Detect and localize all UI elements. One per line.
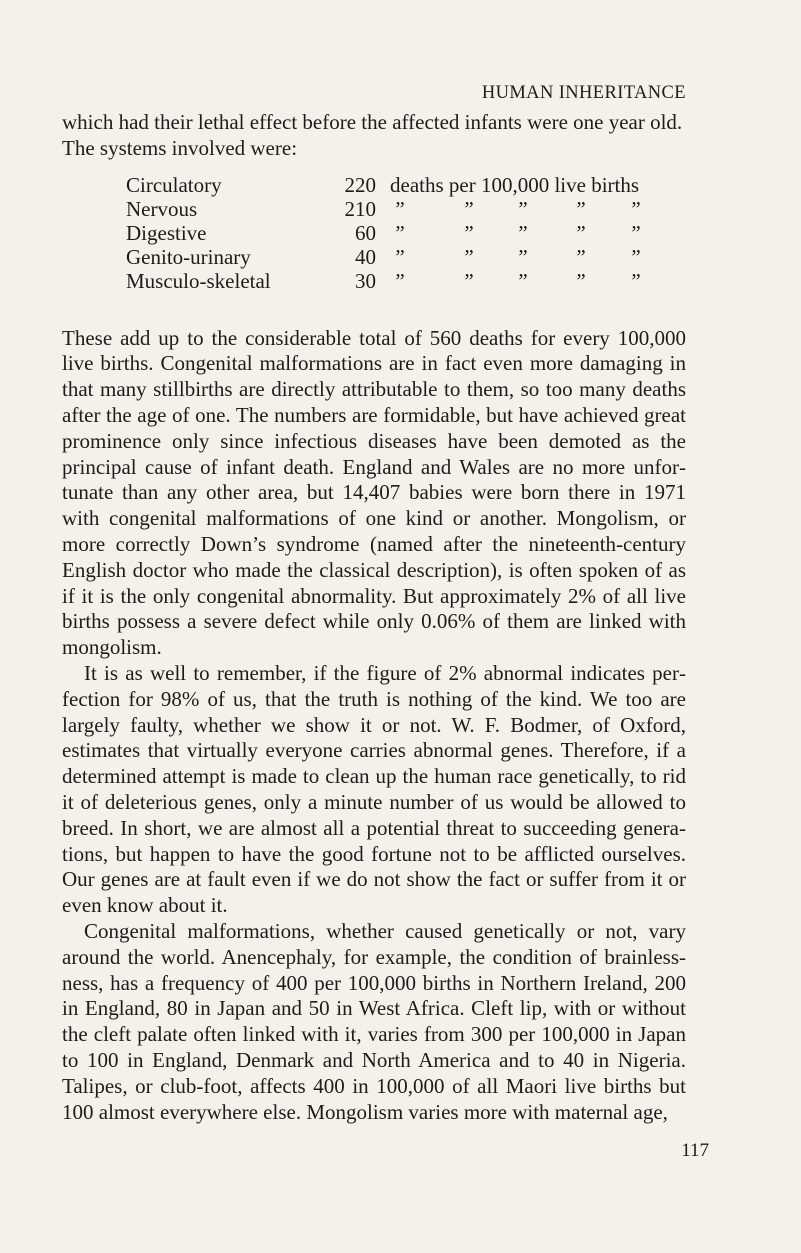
ditto-mark: ”	[464, 268, 474, 293]
ditto-mark: ”	[576, 268, 586, 293]
mortality-table	[62, 172, 686, 318]
table-row	[126, 222, 686, 244]
paragraph-totals: These add up to the considerable total of 560 deaths for every 100,000 live births. Congenital malformations are in fact even more damaging in that many stillbirths are directly attributable to them, so too many deaths after the age of one. The numbers are formidable, but have achieved great prominence only since infectious diseases have been demoted as the principal cause of infant death. England and Wales are no more unfortunate than any other area, but 14,407 babies were born there in 1971 with congenital malformations of one kind or another. Mongolism, or more correctly Down’s syndrome (named after the nineteenth-century English doctor who made the classical description), is often spoken of as if it is the only congenital abnormality. But approximately 2% of all live births possess a severe defect while only 0.06% of them are linked with mongolism.	[62, 325, 686, 660]
book-page	[62, 78, 686, 1125]
system-name: Genito-urinary	[126, 244, 251, 269]
paragraph-world-variation: Congenital malformations, whether caused genetically or not, vary around the world. Anencephaly, for example, the condition of brainlessness, has a frequency of 400 per 100,000 births in Northern Ireland, 200 in England, 80 in Japan and 50 in West Africa. Cleft lip, with or without the cleft palate often linked with it, varies from 300 per 100,000 in Japan to 100 in England, Denmark and North America and to 40 in Nigeria. Talipes, or club-foot, affects 400 in 100,000 of all Maori live births but 100 almost everywhere else. Mongolism varies more with maternal age,	[62, 918, 686, 1124]
ditto-mark: ”	[395, 244, 405, 269]
table-row	[126, 198, 686, 220]
deaths-value: 220	[344, 172, 376, 197]
deaths-value: 30	[355, 268, 376, 293]
ditto-mark: ”	[395, 268, 405, 293]
ditto-mark: ”	[518, 244, 528, 269]
ditto-mark: ”	[576, 244, 586, 269]
ditto-mark: ”	[464, 220, 474, 245]
system-name: Nervous	[126, 196, 198, 221]
paragraph-abnormal-genes: It is as well to remember, if the figure of 2% abnormal indicates perfection for 98% of us, that the truth is nothing of the kind. We too are largely faulty, whether we show it or not. W. F. Bodmer, of Oxford, estimates that virtually everyone carries abnormal genes. Therefore, if a determined attempt is made to clean up the human race genetically, to rid it of deleterious genes, only a minute number of us would be allowed to breed. In short, we are almost all a potential threat to succeeding generations, but happen to have the good fortune not to be afflicted ourselves. Our genes are at fault even if we do not show the fact or suffer from it or even know about it.	[62, 660, 686, 918]
system-name: Digestive	[126, 220, 207, 245]
ditto-mark: ”	[631, 244, 641, 269]
deaths-value: 210	[344, 196, 376, 221]
page-number: 117	[681, 1140, 709, 1161]
system-name: Musculo-skeletal	[126, 268, 271, 293]
ditto-mark: ”	[576, 220, 586, 245]
intro-line-2: The systems involved were:	[62, 135, 298, 160]
system-name: Circulatory	[126, 172, 222, 197]
deaths-value: 60	[355, 220, 376, 245]
ditto-mark: ”	[576, 196, 586, 221]
ditto-mark: ”	[395, 196, 405, 221]
intro-line-1: which had their lethal effect before the affected infants were one year old.	[62, 110, 683, 134]
ditto-mark: ”	[631, 268, 641, 293]
ditto-mark: ”	[518, 220, 528, 245]
table-row	[126, 270, 686, 292]
ditto-mark: ”	[631, 220, 641, 245]
deaths-value: 40	[355, 244, 376, 269]
ditto-mark: ”	[395, 220, 405, 245]
ditto-mark: ”	[631, 196, 641, 221]
ditto-mark: ”	[464, 244, 474, 269]
ditto-mark: ”	[518, 268, 528, 293]
running-header: HUMAN INHERITANCE	[481, 83, 686, 103]
unit-label: deaths per 100,000 live births	[390, 172, 640, 197]
intro-text	[62, 110, 686, 162]
ditto-mark: ”	[464, 196, 474, 221]
table-row	[126, 174, 686, 196]
ditto-mark: ”	[518, 196, 528, 221]
table-row	[126, 246, 686, 268]
